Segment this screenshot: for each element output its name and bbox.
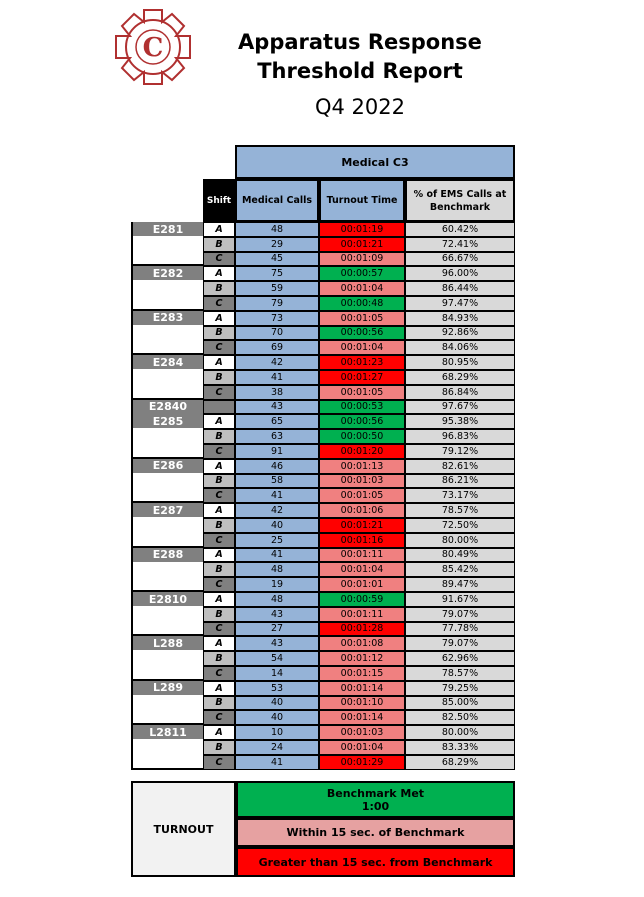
unit-name: E284 (133, 355, 203, 369)
medical-calls-cell: 59 (235, 281, 319, 296)
medical-calls-cell: 48 (235, 562, 319, 577)
turnout-time-cell: 00:01:05 (319, 385, 405, 400)
title-line-2: Threshold Report (257, 59, 463, 83)
shift-cell: A (203, 355, 235, 370)
shift-cell: A (203, 222, 235, 237)
medical-calls-cell: 79 (235, 296, 319, 311)
turnout-time-cell: 00:01:01 (319, 577, 405, 592)
benchmark-percent-cell: 79.07% (405, 636, 515, 651)
turnout-time-cell: 00:01:23 (319, 355, 405, 370)
unit-name: L2811 (133, 725, 203, 739)
medical-calls-cell: 41 (235, 548, 319, 563)
shift-cell: B (203, 518, 235, 533)
unit-name: E282 (133, 266, 203, 280)
benchmark-percent-cell: 91.67% (405, 592, 515, 607)
turnout-time-cell: 00:01:04 (319, 281, 405, 296)
medical-c3-header: Medical C3 (235, 145, 515, 179)
benchmark-percent-cell: 79.07% (405, 607, 515, 622)
shift-cell: B (203, 326, 235, 341)
unit-name: E281 (133, 222, 203, 236)
benchmark-percent-column-header: % of EMS Calls at Benchmark (405, 179, 515, 222)
turnout-time-cell: 00:01:13 (319, 459, 405, 474)
benchmark-percent-cell: 82.61% (405, 459, 515, 474)
benchmark-percent-cell: 80.95% (405, 355, 515, 370)
medical-calls-column-header: Medical Calls (235, 179, 319, 222)
shift-cell: A (203, 725, 235, 740)
unit-block (131, 355, 203, 399)
turnout-time-cell: 00:01:05 (319, 311, 405, 326)
turnout-time-cell: 00:00:53 (319, 400, 405, 415)
unit-block (131, 414, 203, 458)
shift-cell: B (203, 237, 235, 252)
shift-cell: B (203, 696, 235, 711)
benchmark-percent-cell: 79.12% (405, 444, 515, 459)
medical-calls-cell: 91 (235, 444, 319, 459)
benchmark-percent-cell: 78.57% (405, 503, 515, 518)
turnout-time-cell: 00:01:16 (319, 533, 405, 548)
turnout-time-cell: 00:01:28 (319, 622, 405, 637)
shift-cell: B (203, 740, 235, 755)
unit-name: L288 (133, 636, 203, 650)
medical-calls-cell: 29 (235, 237, 319, 252)
shift-cell: B (203, 474, 235, 489)
turnout-time-cell: 00:01:08 (319, 636, 405, 651)
medical-calls-cell: 45 (235, 252, 319, 267)
turnout-time-cell: 00:01:15 (319, 666, 405, 681)
benchmark-percent-cell: 84.93% (405, 311, 515, 326)
shift-cell: C (203, 296, 235, 311)
turnout-time-cell: 00:01:11 (319, 607, 405, 622)
benchmark-percent-cell: 97.67% (405, 400, 515, 415)
legend-benchmark-met-time: 1:00 (361, 799, 390, 813)
medical-calls-cell: 69 (235, 340, 319, 355)
shift-cell: C (203, 710, 235, 725)
turnout-time-column-header: Turnout Time (319, 179, 405, 222)
unit-block (131, 222, 203, 266)
logo-letter: C (142, 33, 164, 63)
turnout-time-cell: 00:01:27 (319, 370, 405, 385)
shift-cell: B (203, 281, 235, 296)
shift-cell: C (203, 340, 235, 355)
report-quarter: Q4 2022 (314, 95, 405, 119)
shift-cell: A (203, 266, 235, 281)
medical-calls-cell: 43 (235, 607, 319, 622)
turnout-time-cell: 00:01:21 (319, 237, 405, 252)
unit-block (131, 681, 203, 725)
unit-name: E2840 (133, 400, 203, 414)
turnout-time-cell: 00:01:03 (319, 474, 405, 489)
benchmark-percent-cell: 68.29% (405, 370, 515, 385)
shift-cell: C (203, 385, 235, 400)
unit-block (131, 503, 203, 547)
benchmark-percent-cell: 80.00% (405, 725, 515, 740)
shift-cell: A (203, 311, 235, 326)
shift-cell: C (203, 666, 235, 681)
benchmark-percent-cell: 62.96% (405, 651, 515, 666)
unit-name: E2810 (133, 592, 203, 606)
turnout-time-cell: 00:00:59 (319, 592, 405, 607)
medical-calls-cell: 65 (235, 414, 319, 429)
medical-calls-cell: 41 (235, 755, 319, 770)
benchmark-percent-cell: 97.47% (405, 296, 515, 311)
medical-calls-cell: 48 (235, 222, 319, 237)
shift-cell: A (203, 681, 235, 696)
medical-calls-cell: 42 (235, 503, 319, 518)
medical-calls-cell: 40 (235, 710, 319, 725)
benchmark-percent-cell: 95.38% (405, 414, 515, 429)
unit-name: L289 (133, 681, 203, 695)
turnout-time-cell: 00:01:14 (319, 710, 405, 725)
benchmark-percent-cell: 68.29% (405, 755, 515, 770)
turnout-time-cell: 00:01:03 (319, 725, 405, 740)
benchmark-percent-cell: 73.17% (405, 488, 515, 503)
legend-benchmark-met-text: Benchmark Met (326, 786, 425, 800)
shift-cell: A (203, 459, 235, 474)
shift-cell (203, 400, 235, 415)
medical-calls-cell: 73 (235, 311, 319, 326)
unit-name: E288 (133, 548, 203, 562)
medical-calls-cell: 58 (235, 474, 319, 489)
medical-calls-cell: 27 (235, 622, 319, 637)
shift-cell: B (203, 651, 235, 666)
fire-department-logo (114, 8, 192, 86)
shift-cell: C (203, 622, 235, 637)
medical-calls-cell: 41 (235, 370, 319, 385)
unit-block (131, 548, 203, 592)
shift-cell: B (203, 429, 235, 444)
medical-calls-cell: 46 (235, 459, 319, 474)
turnout-time-cell: 00:01:09 (319, 252, 405, 267)
unit-block (131, 592, 203, 636)
unit-name: E287 (133, 503, 203, 517)
medical-calls-cell: 43 (235, 400, 319, 415)
medical-calls-cell: 42 (235, 355, 319, 370)
benchmark-percent-cell: 80.49% (405, 548, 515, 563)
unit-name: E285 (133, 414, 203, 428)
medical-calls-cell: 54 (235, 651, 319, 666)
medical-calls-cell: 10 (235, 725, 319, 740)
turnout-time-cell: 00:01:04 (319, 740, 405, 755)
shift-cell: C (203, 533, 235, 548)
benchmark-percent-cell: 83.33% (405, 740, 515, 755)
benchmark-percent-cell: 72.41% (405, 237, 515, 252)
medical-calls-cell: 40 (235, 696, 319, 711)
benchmark-percent-cell: 96.00% (405, 266, 515, 281)
shift-cell: C (203, 755, 235, 770)
turnout-time-cell: 00:01:10 (319, 696, 405, 711)
benchmark-percent-cell: 79.25% (405, 681, 515, 696)
medical-calls-cell: 75 (235, 266, 319, 281)
unit-block (131, 266, 203, 310)
title-line-1: Apparatus Response (238, 30, 482, 54)
benchmark-percent-cell: 78.57% (405, 666, 515, 681)
medical-calls-cell: 14 (235, 666, 319, 681)
benchmark-percent-cell: 77.78% (405, 622, 515, 637)
benchmark-percent-cell: 60.42% (405, 222, 515, 237)
benchmark-percent-cell: 86.21% (405, 474, 515, 489)
unit-block (131, 400, 203, 415)
medical-calls-cell: 19 (235, 577, 319, 592)
unit-name: E286 (133, 459, 203, 473)
benchmark-percent-cell: 66.67% (405, 252, 515, 267)
benchmark-percent-cell: 80.00% (405, 533, 515, 548)
medical-calls-cell: 41 (235, 488, 319, 503)
legend-benchmark-met (236, 781, 515, 818)
shift-cell: B (203, 562, 235, 577)
medical-calls-cell: 38 (235, 385, 319, 400)
turnout-time-cell: 00:01:05 (319, 488, 405, 503)
unit-block (131, 311, 203, 355)
shift-cell: A (203, 414, 235, 429)
legend-turnout-label: TURNOUT (131, 781, 236, 877)
medical-calls-cell: 40 (235, 518, 319, 533)
shift-cell: C (203, 488, 235, 503)
turnout-time-cell: 00:01:29 (319, 755, 405, 770)
benchmark-percent-cell: 85.00% (405, 696, 515, 711)
turnout-time-cell: 00:00:50 (319, 429, 405, 444)
turnout-time-cell: 00:01:04 (319, 562, 405, 577)
turnout-time-cell: 00:01:19 (319, 222, 405, 237)
benchmark-percent-cell: 86.84% (405, 385, 515, 400)
turnout-time-cell: 00:00:56 (319, 326, 405, 341)
turnout-time-cell: 00:01:04 (319, 340, 405, 355)
turnout-time-cell: 00:00:56 (319, 414, 405, 429)
medical-calls-cell: 53 (235, 681, 319, 696)
turnout-time-cell: 00:00:57 (319, 266, 405, 281)
unit-block (131, 725, 203, 769)
shift-cell: A (203, 636, 235, 651)
benchmark-percent-cell: 89.47% (405, 577, 515, 592)
shift-cell: B (203, 370, 235, 385)
shift-cell: C (203, 252, 235, 267)
unit-block (131, 459, 203, 503)
medical-calls-cell: 48 (235, 592, 319, 607)
shift-cell: B (203, 607, 235, 622)
legend-within-15-sec: Within 15 sec. of Benchmark (236, 818, 515, 847)
unit-name: E283 (133, 311, 203, 325)
legend-over-15-sec: Greater than 15 sec. from Benchmark (236, 847, 515, 877)
turnout-time-cell: 00:00:48 (319, 296, 405, 311)
unit-block (131, 636, 203, 680)
benchmark-percent-cell: 84.06% (405, 340, 515, 355)
shift-column-header: Shift (203, 179, 235, 222)
benchmark-percent-cell: 92.86% (405, 326, 515, 341)
benchmark-percent-cell: 72.50% (405, 518, 515, 533)
benchmark-percent-cell: 82.50% (405, 710, 515, 725)
turnout-time-cell: 00:01:12 (319, 651, 405, 666)
medical-calls-cell: 24 (235, 740, 319, 755)
medical-calls-cell: 25 (235, 533, 319, 548)
turnout-time-cell: 00:01:21 (319, 518, 405, 533)
turnout-time-cell: 00:01:20 (319, 444, 405, 459)
turnout-time-cell: 00:01:14 (319, 681, 405, 696)
medical-calls-cell: 70 (235, 326, 319, 341)
report-title (205, 28, 515, 86)
medical-calls-cell: 43 (235, 636, 319, 651)
turnout-time-cell: 00:01:06 (319, 503, 405, 518)
shift-cell: C (203, 444, 235, 459)
turnout-time-cell: 00:01:11 (319, 548, 405, 563)
shift-cell: A (203, 592, 235, 607)
benchmark-percent-cell: 86.44% (405, 281, 515, 296)
shift-cell: A (203, 503, 235, 518)
shift-cell: A (203, 548, 235, 563)
benchmark-percent-cell: 85.42% (405, 562, 515, 577)
medical-calls-cell: 63 (235, 429, 319, 444)
benchmark-percent-cell: 96.83% (405, 429, 515, 444)
shift-cell: C (203, 577, 235, 592)
